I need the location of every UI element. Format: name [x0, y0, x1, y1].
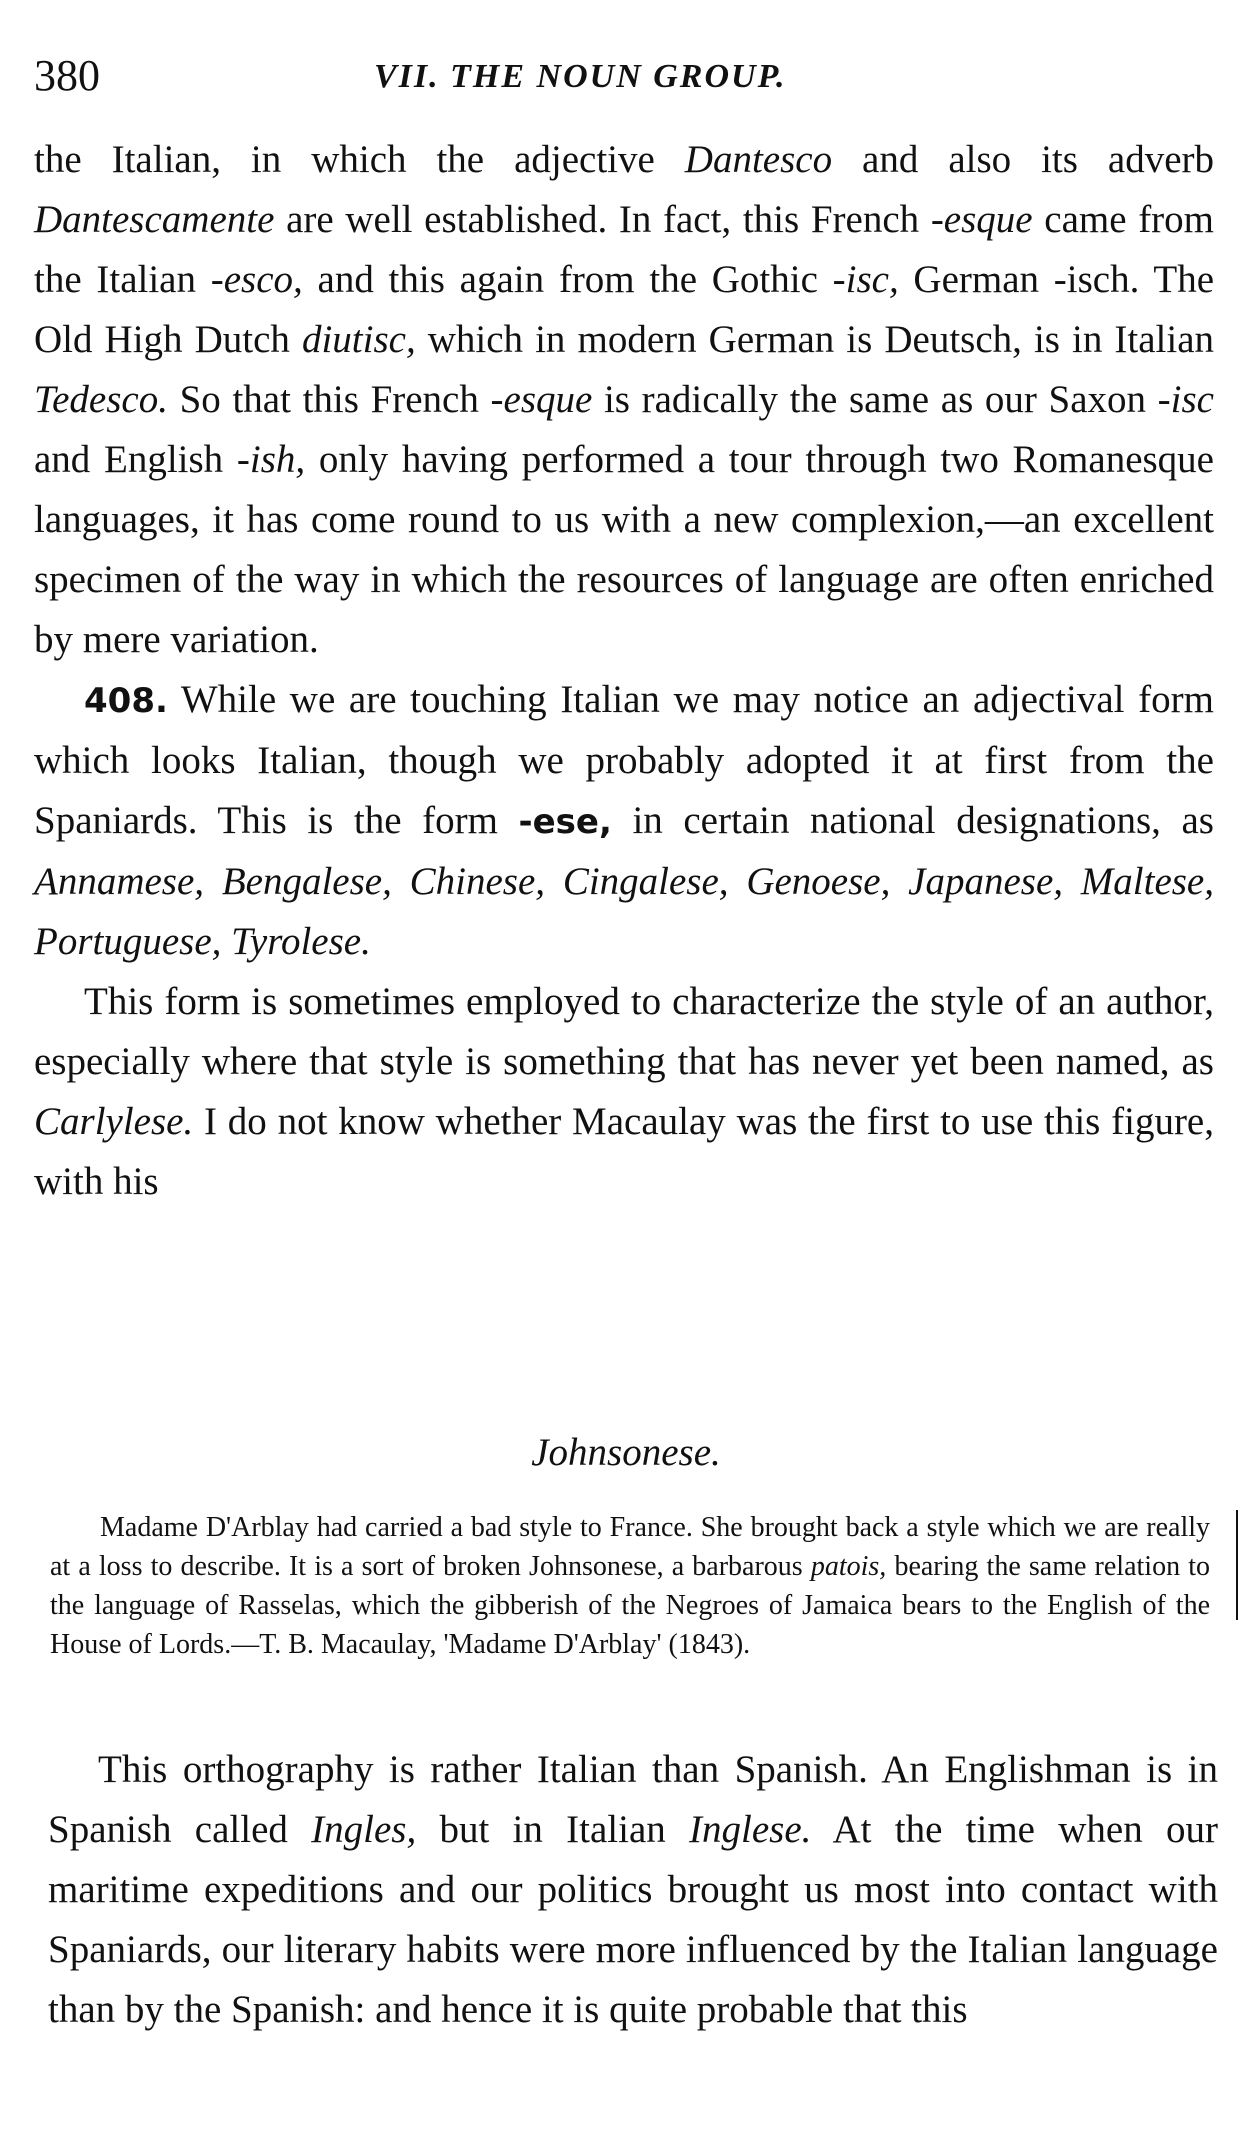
page-header: [34, 50, 1214, 110]
italic-term: -esque: [490, 378, 593, 421]
main-text: [34, 130, 1214, 1212]
text-run: I do not know whether Macaulay was the first to use this figure, with his: [34, 1100, 1214, 1203]
text-run: is radically the same as our Saxon: [592, 378, 1158, 421]
italic-term: Dantesco: [684, 138, 833, 181]
text-run: and this again from the Gothic: [302, 258, 833, 301]
italic-term: Ingles,: [311, 1808, 417, 1851]
suffix-term: -ese,: [518, 802, 612, 842]
page-number: 380: [34, 51, 100, 100]
italic-term: Carlylese.: [34, 1100, 194, 1143]
text-run: the Italian, in which the adjective: [34, 138, 685, 181]
italic-term: diutisc,: [301, 318, 416, 361]
italic-term: -ish,: [236, 438, 306, 481]
text-run: Madame D'Arblay had carried a bad style to France. She brought back a style which we are really at a loss to describe. It is a sort of broken Johnsonese, a barbarous: [50, 1512, 1210, 1582]
text-run: So that this French: [167, 378, 491, 421]
text-run: This form is sometimes employed to characterize the style of an author, especially where that style is something that has never yet been named, as: [34, 980, 1214, 1083]
paragraph-4: [48, 1740, 1218, 2040]
italic-term: -isc: [1157, 378, 1214, 421]
text-run: German -isch. The Old High Dutch: [34, 258, 1214, 361]
text-run: and also its adverb: [832, 138, 1215, 181]
paragraph-1: [34, 130, 1214, 670]
quote-paragraph: [50, 1508, 1210, 1664]
italic-term: -esco,: [210, 258, 303, 301]
margin-rule: [1236, 1510, 1238, 1620]
example-list: Annamese, Bengalese, Chinese, Cingalese, Genoese, Japanese, Maltese, Portuguese, Tyrolese.: [34, 860, 1214, 963]
italic-term: -esque: [930, 198, 1033, 241]
text-run: came from the Italian: [34, 198, 1215, 301]
italic-term: Inglese.: [689, 1808, 812, 1851]
text-run: but in Italian: [416, 1808, 690, 1851]
text-run: At the time when our maritime expeditions and our politics brought us most into contact with Spaniards, our literary habits were more influenced by the Italian language than by the Spanish: and hence it is quite probable that this: [48, 1808, 1218, 2031]
italic-term: Tedesco.: [34, 378, 168, 421]
main-text-continued: [48, 1740, 1218, 2040]
italic-term: patois,: [810, 1551, 887, 1582]
paragraph-3: [34, 972, 1214, 1212]
text-run: and English: [34, 438, 237, 481]
paragraph-408: [34, 670, 1214, 972]
section-number: 408.: [84, 681, 168, 721]
text-run: bearing the same relation to the language of Rasselas, which the gibberish of the Negroes of Jamaica bears to the English of the House of Lords.—T. B. Macaulay, 'Madame D'Arblay' (1843).: [50, 1551, 1210, 1660]
text-run: which in modern German is Deutsch, is in Italian: [415, 318, 1214, 361]
text-run: in certain national designations, as: [611, 799, 1214, 842]
text-run: are well established. In fact, this French: [274, 198, 931, 241]
block-quote: [50, 1508, 1210, 1664]
text-run: While we are touching Italian we may notice an adjectival form which looks Italian, though we probably adopted it at first from the Spaniards. This is the form: [34, 678, 1214, 842]
italic-term: -isc,: [832, 258, 899, 301]
centered-word: Johnsonese.: [531, 1431, 721, 1474]
running-head: VII. THE NOUN GROUP.: [374, 58, 787, 95]
text-run: only having performed a tour through two Romanesque languages, it has come round to us with a new complexion,—an excellent specimen of the way in which the resources of language are often enriched by mere variation.: [34, 438, 1214, 661]
italic-term: Dantescamente: [34, 198, 275, 241]
text-run: This orthography is rather Italian than Spanish. An Englishman is in Spanish called: [48, 1748, 1218, 1851]
